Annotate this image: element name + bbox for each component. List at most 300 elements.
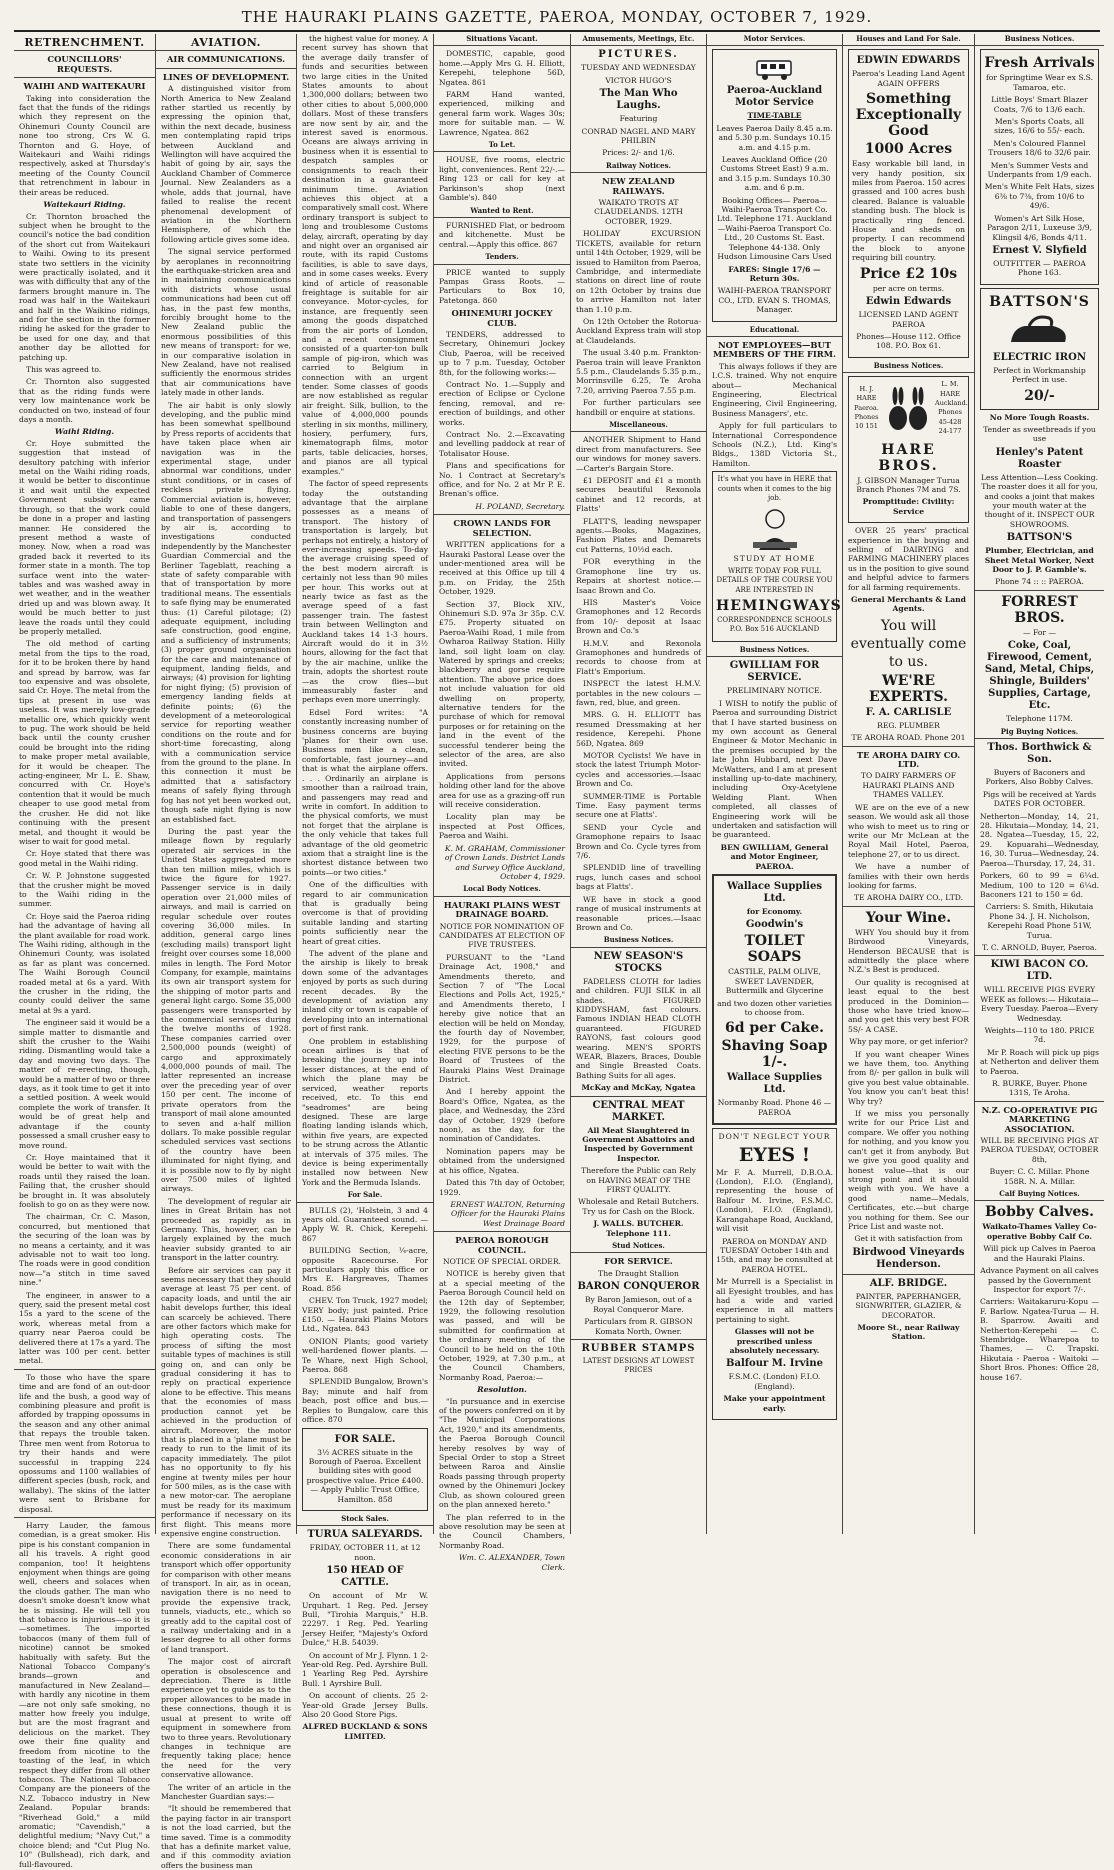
ad-text: Wholesale and Retail Butchers. Try us for Cash on the Block. <box>578 1197 699 1216</box>
paragraph: The plan referred to in the above resolution may be seen at the Council Chambers, Normanby Road. <box>439 1512 565 1550</box>
sale-date: FRIDAY, OCTOBER 11, at 12 noon. <box>309 1543 421 1562</box>
paragraph: The usual 3.40 p.m. Frankton-Paeroa train will leave Frankton 5.5 p.m., Claudelands 5.35 p.m., Morrinsville 6.25, Te Aroha 7.20, arriving Paeroa 7.55 p.m. <box>576 348 701 395</box>
paragraph: Contract No. 1.—Supply and erection of Eclipse or Cyclone fencing, removal, and re-erection of buildings, and other works. <box>439 380 565 427</box>
column-notices <box>434 34 571 1572</box>
ad-text: T. C. ARNOLD, Buyer, Paeroa. <box>982 942 1097 952</box>
notice-title: CROWN LANDS FOR SELECTION. <box>453 518 551 538</box>
classified-ad: FURNISHED Flat, or bedroom and kitchenette. Must be central.—Apply this office. 867 <box>439 220 565 249</box>
advertiser: Ernest V. Slyfield <box>992 244 1087 256</box>
classified-ad: WE have in stock a good range of musical instruments at reasonable prices.—Isaac Brown and Co. <box>576 894 701 932</box>
paragraph: The air habit is only slowly developing, and the public mind has been somewhat spellbound by Press reports of accidents that have taken place when air navigation was in the experimental stage, under abnormal war conditions, under stunt conditions, or in cases of reckless private flying. Commercial aviation is, however, liable to one of these dangers, and transportation of passengers by air is, according to investigations conducted independently by the Manchester Guardian Commercial and the Berliner Tageblatt, reaching a state of safety comparable with that of transportation by more traditional means. The essentials to safe flying may be enumerated thus: (1) Careful pilotage; (2) adequate equipment, including safe construction, good engine, and a sufficiency of instruments; (3) proper ground organisation for the care and maintenance of equipment, landing fields, and airways; (4) provision for lighting for night flying; (5) provision of emergency landing fields at definite points; (6) the development of a meteorological service for reporting weather conditions on the route and for short-time forecasting, along with a communication service from the ground to the plane. In this connection it must be admitted that a satisfactory means of safely flying through fog has not yet been worked out, though safe night flying is now an established fact. <box>161 400 291 824</box>
section-header: Motor Services. <box>707 34 842 46</box>
paragraph: NOTICE is hereby given that at a special meeting of the Paeroa Borough Council held on the 12th day of September, 1929, the following resolution was passed, and will be submitted for confirmation at the ordinary meeting of the Council to be held on the 10th October, 1929, at 7.30 p.m., at the Council Chambers, Normanby Road, Paeroa:— <box>439 1269 565 1382</box>
ad-text: Buyer: C. C. Millar. Phone 158R. N. A. Millar. <box>989 1167 1090 1186</box>
ad-text: WRITE TODAY FOR FULL DETAILS OF THE COURSE YOU ARE INTERESTED IN <box>716 566 833 594</box>
ad-text: Netherton—Monday, 14, 21, 28. Hikutaia—Monday, 14, 21, 28. Ngatea—Tuesday, 15, 22, 29. Kopuarahi—Wednesday, 16, 30. Turua—Wednesday, 24. Paeroa—Thursday, 17, 24, 31. <box>980 811 1099 868</box>
ad-brand: BATTSON'S <box>989 293 1090 310</box>
advertiser: KIWI BACON CO. LTD. <box>990 959 1089 983</box>
paragraph: And I hereby appoint the Board's Office, Ngatea, as the place, and Wednesday, the 23rd day of October, 1929 (before noon), as the day, for the nomination of Candidates. <box>439 1087 565 1144</box>
ad-text: REG. PLUMBER <box>877 720 940 730</box>
ad-text: Get it with satisfaction from <box>854 1234 963 1244</box>
sale-lot: On account of Mr J. Flynn. 1 2-Year-old Reg. Ped. Ayrshire Bull. 1 Yearling Reg Ped. Ayrshire Bull. 1 Ayrshire Bull. <box>302 1650 428 1688</box>
divider <box>14 50 155 51</box>
paragraph: Taking into consideration the fact that the funds of the ridings which they represent on the Ohinemuri County Council are none too strong, Crs W. G. Thornton and G. Hoye, of Waitekauri and Waihi ridings respectively, asked at Thursday's meeting of the County Council that retrenchment in labour in their areas be reduced. <box>19 93 150 197</box>
notice-title: TE AROHA DAIRY CO. LTD. <box>856 749 961 770</box>
signature: ERNEST WALTON, Returning Officer for the Hauraki Plains West Drainage Board <box>450 1199 565 1228</box>
classified-ad: CHEV. Ton Truck, 1927 model; VERY body; just painted. Price £150. — Hauraki Plains Motors Ltd., Ngatea. 843 <box>302 1296 428 1334</box>
ad-headline: Henley's Patent Roaster <box>995 446 1084 470</box>
classified-ad: SPLENDID Bungalow, Brown's Bay; minute and half from beach, post office and bus.—Replies to Bungalow, care this office. 870 <box>302 1377 428 1425</box>
pictures-title: PICTURES. <box>598 49 679 61</box>
section-header: Railway Notices. <box>571 161 706 173</box>
paragraph: FADELESS CLOTH for ladies and children. FUJI SILK in all shades. FIGURED KIDDYSHAM, fast colours. Famous INDIAN HEAD CLOTH guaranteed. FIGURED RAYONS, fast colours good wearing. MEN'S SPORTS WEAR, Blazers, Braces, Double and Single Breasted Coats. Bathing Suits for all ages. <box>576 976 701 1080</box>
ad-text: WILL BE RECEIVING PIGS AT PAEROA TUESDAY, OCTOBER 8th, <box>980 1136 1099 1164</box>
ad-text: Women's Art Silk Hose, Paragon 2/11, Luxeuse 3/9, Klingsil 4/6, Bonds 4/11. <box>986 213 1093 242</box>
ad-text: Weights—110 to 180. PRICE 7d. <box>984 1025 1095 1045</box>
ad-text: Mr P. Roach will pick up pigs at Netherton and deliver them to Paeroa. <box>980 1047 1099 1076</box>
ad-text: Waikato-Thames Valley Co-operative Bobby Calf Co. <box>982 1222 1097 1241</box>
ad-text: The Draught Stallion <box>598 1268 679 1278</box>
paragraph: Section 37, Block XIV., Ohinemuri S.D. 97a 3r 35p. C.V. £75. Property situated on Paeroa-Waihi Road, 1 mile from Owharoa Railway Station. Hilly land, soil light loam on clay. Watered by springs and creeks; blackberry and gorse require attention. The above price does not include valuation for old dwelling on property, alternative tenders for the purchase of which for removal purposes or for retaining on the land in the event of the successful tenderer being the selector of the area, are also invited. <box>439 599 565 769</box>
stallion-name: BARON CONQUEROR <box>577 1281 700 1293</box>
classified-ad: DOMESTIC, capable, good home.—Apply Mrs G. H. Elliott, Kerepehi, telephone 56D, Ngatea. 861 <box>439 49 565 87</box>
section-header: Stock Sales. <box>297 1514 433 1526</box>
paragraph: WE are on the eve of a new season. We would ask all those who wish to meet us to ring or write our Mr McLean at the Royal Mail Hotel, Paeroa, telephone 27, or to us direct. <box>848 802 969 859</box>
ad-brand: HEMINGWAYS <box>716 598 842 615</box>
subheading: Resolution. <box>477 1385 527 1395</box>
divider <box>975 590 1104 591</box>
ad-text: Less Attention—Less Cooking. The roaster does it all for you, and cooks a joint that makes your mouth water at the thought of it. INSPECT OUR SHOWROOMS. <box>980 472 1098 529</box>
paragraph: Harry Lauder, the famous comedian, is a great smoker. His pipe is his constant companion in all his travels. A right good companion, too! It heightens enjoyment when things are going well, cheers and solaces when the clouds gather. The man who doesn't smoke doesn't know what he is missing. He will tell you that tobacco is injurious—so it is—sometimes. The imported tobaccos (many of them full of nicotine) cannot be smoked habitually with safety. But the National Tobacco Company's brands—grown and manufactured in New Zealand—with hardly any nicotine in them—are not only safe smoking, no matter how freely you indulge, but are the most fragrant and delicious on the market. They owe their fine quality and freedom from nicotine to the toasting of the leaf, in which respect they differ from all other tobaccos. The National Tobacco Company are the pioneers of the N.Z. Tobacco industry in New Zealand. Popular brands: "Riverhead Gold," a mild aromatic; "Cavendish," a delightful medium; "Navy Cut," a choice blend; and "Cut Plug No. 10" (Bullshead), rich dark, and full-flavoured. <box>19 1520 150 1869</box>
divider <box>843 1274 974 1275</box>
ad-text: Little Boys' Smart Blazer Coats, 7/6 to 13/6 each. <box>991 95 1088 114</box>
ad-text: for Springtime Wear ex S.S. Tamaroa, etc. <box>985 73 1094 92</box>
notice-subtitle: PRELIMINARY NOTICE. <box>727 686 822 696</box>
subheading: Waihi Riding. <box>54 427 115 437</box>
article-subtitle: AIR COMMUNICATIONS. <box>166 54 286 65</box>
ad-text: Therefore the Public can Rely on HAVING MEAT OF THE FIRST QUALITY. <box>581 1166 696 1195</box>
ad-text: LATEST DESIGNS AT LOWEST PRICES <box>582 1356 695 1375</box>
divider <box>843 746 974 747</box>
ad-brand: HARE BROS. <box>878 441 939 474</box>
ad-price: 6d per Cake. <box>724 1020 825 1037</box>
paragraph: The writer of an article in the Manchester Guardian says:— <box>161 1782 291 1801</box>
ad-price: Price £2 10s <box>859 265 958 282</box>
ad-text: Carriers: S. Smith, Hikutaia Phone 34. J. H. Nicholson, Kerepehi Road Phone 51W, Turua. <box>985 902 1094 940</box>
ad-text: Normanby Road. Phone 46 — PAEROA <box>717 1098 832 1117</box>
notice-title: NEW ZEALAND RAILWAYS. <box>602 176 675 196</box>
paragraph: Applications from persons holding other land for the above area for use as a grazing-off run will receive consideration. <box>439 771 565 810</box>
ad-text: 3½ ACRES situate in the Borough of Paeroa. Excellent building sites with good prospective value. Price £400. — Apply Public Trust Office, Hamilton. 858 <box>306 1447 424 1504</box>
notice-subtitle: NOTICE FOR NOMINATION OF CANDIDATES AT ELECTION OF FIVE TRUSTEES. <box>439 921 565 950</box>
ad-text: — For — <box>1022 627 1057 637</box>
section-header: Tenders. <box>434 252 570 264</box>
for-sale-ad <box>302 1428 428 1511</box>
fares: FARES: Single 17/6 — Return 30s. <box>728 264 821 283</box>
eyesight-ad <box>712 1128 837 1420</box>
paragraph: the highest value for money. A recent survey has shown that the average daily transfer of funds and securities between two large cities in the United States amounts to about 1,300,000 dollars; between two other cities to about 5,000,000 dollars. Most of these transfers are now sent by air, and the interest saved is enormous. Oceans are always arriving in business when it is essential to despatch samples or consignments to reach their destination in a guaranteed minimum time. Aviation achieves this object at a comparatively small cost. Where ordinary transport is subject to long and troublesome Customs delay, aircraft, operating by day and night over an organised air route, with its rapid Customs facilities, is able to save days, and in some cases weeks. Every kind of article of reasonable freightage is suitable for air conveyance. Motor-cycles, for instance, are frequently seen among the goods dispatched from the air ports of London, and a recent consignment consisted of a quarter-ton bulk sample of pig-iron, which was carried to Belgium in connection with an urgent tender. Some classes of goods are now established as regular air freight. Silk, bullion, to the value of 4,000,000 pounds sterling in six months, millinery, hosiery, perfumery, furs, kinematograph films, motor parts, table delicacies, horses, and pianos are all typical examples." <box>302 34 428 476</box>
section-header: Business Notices. <box>571 935 706 947</box>
advertiser: FORREST BROS. <box>1001 593 1078 626</box>
notice-subtitle: WAIKATO TROTS AT CLAUDELANDS. 12TH OCTOBER, 1929. <box>594 198 683 226</box>
ad-text: TE AROHA DAIRY CO., LTD. <box>853 893 963 903</box>
advertiser: BEN GWILLIAM, General and Motor Engineer, PAEROA. <box>720 842 829 871</box>
ad-text: Moore St., near Railway Station. <box>857 1322 960 1342</box>
saleyards-title: TURUA SALEYARDS. <box>307 1529 423 1541</box>
ad-text: Pigs will be received at Yards DATES FOR OCTOBER. <box>982 789 1097 809</box>
classified-ad: FLATT'S, leading newspaper agents.—Books, Magazines, Fashion Plates and Demarets cut Patterns, 10½d each. <box>576 516 701 554</box>
paragraph: There are some fundamental economic considerations in air transport which offer opportunity for comparison with other means of transport. In air, as in ocean, navigation there is no need to provide the expensive track, tunnels, viaducts, etc., which so greatly add to the capital cost of a railway undertaking and in a lesser degree to all other forms of land transport. <box>161 1541 291 1654</box>
ad-text: Particulars from R. GIBSON Komata North, Owner. <box>584 1317 693 1336</box>
signature: H. POLAND, Secretary. <box>475 501 565 511</box>
classified-ad: SPLENDID line of travelling rugs, lunch cases and school bags at Flatts'. <box>576 863 701 892</box>
ad-text: Men's Coloured Flannel Trousers 18/6 to 32/6 pair. <box>988 138 1091 158</box>
section-header: For Sale. <box>297 1190 433 1202</box>
divider <box>843 906 974 907</box>
bus-icon <box>754 55 796 83</box>
ad-text: for Economy. <box>746 907 803 916</box>
ad-text: DON'T NEGLECT YOUR <box>718 1132 831 1142</box>
ad-text: Paeroa's Leading Land Agent AGAIN OFFERS <box>852 69 965 88</box>
section-header: Local Body Notices. <box>434 884 570 896</box>
paragraph: Nomination papers may be obtained from the undersigned at his office, Ngatea. <box>439 1146 565 1175</box>
advertiser: J. WALLS. BUTCHER. Telephone 111. <box>593 1219 684 1238</box>
paragraph: Contract No. 2.—Excavating and levelling paddock at rear of Totalisator House. <box>439 430 565 458</box>
divider <box>14 1369 155 1370</box>
film-title: The Man Who Laughs. <box>599 88 678 112</box>
ad-text: By Baron Jamieson, out of a Royal Conqueror Mare. <box>584 1295 693 1314</box>
section-header: To Let. <box>434 140 570 152</box>
article-title: AVIATION. <box>191 36 261 49</box>
advertiser: F. A. CARLISLE <box>865 706 952 718</box>
ad-text: STUDY AT HOME <box>733 554 816 564</box>
section-header: Pig Buying Notices. <box>975 727 1104 739</box>
paragraph: Locality plan may be inspected at Post Offices, Paeroa and Waihi. <box>439 812 565 841</box>
motor-service-ad <box>712 49 837 321</box>
ad-text: Perfect in Workmanship Perfect in use. <box>993 365 1086 385</box>
ad-text: WILL RECEIVE PIGS EVERY WEEK as follows:— Hikutaia—Every Tuesday. Paeroa—Every Wednesday. <box>980 985 1099 1023</box>
ad-text: Men's Sports Coats, all sizes, 16/6 to 55/- each. <box>994 117 1085 136</box>
ad-text: Porkers, 60 to 99 = 6¼d. Medium, 100 to 120 = 6¼d. Baconers 121 to 150 = 6d. <box>980 871 1099 899</box>
paragraph: Our quality is recognised at least equal to the best produced in the Dominion—those who have tried know—and you get this very best FOR 5S/- A CASE. <box>848 977 969 1034</box>
column-aviation <box>156 34 297 1870</box>
classified-ad: HOUSE, five rooms, electric light, conveniences. Rent 22/-.—Ring 123 or call for key at Parkinson's shop (next Gamble's). 840 <box>439 155 565 203</box>
classified-ad: FOR everything in the Gramophone line try us. Repairs at shortest notice.—Isaac Brown and Co. <box>576 557 701 595</box>
paragraph: WRITTEN applications for a Hauraki Pastoral Lease over the under-mentioned area will be received at this Office up till 4 p.m. on Friday, the 25th October, 1929. <box>439 540 565 597</box>
ad-price: 20/- <box>1024 387 1055 404</box>
ad-heading: FOR SALE. <box>334 1433 396 1445</box>
hare-icon <box>881 386 935 434</box>
ad-text: Men's Summer Vests and Underpants from 1/9 each. <box>987 160 1092 180</box>
article-subtitle: LINES OF DEVELOPMENT. <box>162 71 290 82</box>
ad-text: General Merchants & Land Agents. <box>851 595 966 614</box>
paragraph: This was agreed to. <box>26 365 102 374</box>
ad-brand: Balfour M. Irvine <box>726 1358 823 1370</box>
subheading: Waitekauri Riding. <box>43 200 126 210</box>
ad-text: F.S.M.C. (London) F.I.O. (England). <box>728 1372 821 1391</box>
advertiser: Birdwood Vineyards Henderson. <box>852 1246 965 1270</box>
ad-heading: Paeroa-Auckland Motor Service <box>726 85 823 109</box>
column-business <box>975 34 1104 1534</box>
ad-text: WAIHI-PAEROA TRANSPORT CO., LTD. EVAN S. THOMAS, Manager. <box>717 286 832 315</box>
notice-title: HAURAKI PLAINS WEST DRAINAGE BOARD. <box>443 899 561 920</box>
ad-text: All Meat Slaughtered in Government Abattoirs and Inspected by Government Inspector. <box>582 1125 695 1163</box>
agent-name: Edwin Edwards <box>865 296 952 308</box>
ad-headline: Fresh Arrivals <box>984 55 1095 72</box>
classified-ad: MRS. G. H. ELLIOTT has resumed Dressmaking at her residence, Kerepehi. Phone 56D, Ngatea. 869 <box>576 710 701 748</box>
divider <box>975 1101 1104 1102</box>
classified-ad: HIS Master's Voice Gramophones and 12 Records from 10/- deposit at Isaac Brown and Co.'s <box>576 597 701 636</box>
notice-subtitle: NOTICE OF SPECIAL ORDER. <box>443 1256 561 1266</box>
ad-text: Easy workable bill land, in very handy position, six miles from Paeroa. 150 acres grassed and 100 acres bush cleared. Balance is valuable standing bush. The block is practically ring fenced. House and sheds on property. I can recommend the block to anyone requiring bill country. <box>852 159 965 263</box>
paragraph: For further particulars see handbill or enquire at stations. <box>576 398 701 417</box>
stocks-title: NEW SEASON'S STOCKS <box>593 950 684 974</box>
ad-text: Plumber, Electrician, and Sheet Metal Worker, Next Door to J. P. Gamble's. <box>984 546 1095 574</box>
paragraph: The advent of the plane and the airship is likely to break down some of the advantages enjoyed by ports as such during recent decades. By the development of aviation any inland city or town is capable of developing into an international port of first rank. <box>302 949 428 1034</box>
electric-iron-icon <box>1005 312 1075 350</box>
film-author: VICTOR HUGO'S <box>605 75 672 85</box>
ad-text: and two dozen other varieties to choose from. <box>717 998 832 1018</box>
paragraph: The major cost of aircraft operation is obsolescence and depreciation. There is little experience yet to guide as to the proper allowances to be made in these connections, though it is usual at present to write off equipment in somewhere from two to three years. Revolutionary changes in technique are frequently taking place; hence the need for the very conservative allowance. <box>161 1657 291 1780</box>
rubber-stamps-title: RUBBER STAMPS <box>581 1342 696 1354</box>
ad-text: No More Tough Roasts. <box>989 412 1090 422</box>
paragraph: The engineer, in answer to a query, said the present metal cost 15s a yard to the scene of the work, whereas metal from a quarry near Paeroa could be delivered there at 17s a yard. The latter was 100 per cent. better metal. <box>19 1290 150 1366</box>
paragraph: Cr. Hoye stated that there was good metal in the Waihi riding. <box>19 849 150 868</box>
ad-brand: Wallace Supplies Ltd. <box>727 1072 822 1096</box>
section-header: Amusements, Meetings, Etc. <box>571 34 706 46</box>
advertiser: BATTSON'S <box>1006 532 1073 544</box>
paragraph: Cr. Hoye submitted the suggestion that instead of desultory patching with inferior metal on the Waihi riding roads, it would be better to discontinue it and wait until the expected Government subsidy came through, so that the work could be done in a proper and lasting manner. He considered the present method a waste of money. Now, when a road was graded back it reverted to its former state in a month. The top surface went into the water-tables and was washed away in wet weather, and in the weather dried up and was blown away. It would be much better to just leave the roads until they could be properly metalled. <box>19 438 150 636</box>
auctioneer: ALFRED BUCKLAND & SONS LIMITED. <box>302 1722 428 1741</box>
paragraph: Edsel Ford writes: "A constantly increasing number of business concerns are buying 'planes for their own use. Business men like a clean, comfortable, fast journey—and that is what the airplane offers. . . . Ordinarily an airplane is smoother than a railroad train, and passengers may read and write in comfort. In addition to the physical comforts, we must not forget that the airplane is the only vehicle that takes full advantage of the old geometric axiom that a straight line is the shortest distance between two points—or two cities." <box>302 707 428 877</box>
outfitter-ad <box>980 49 1099 284</box>
paragraph: Cr. W. P. Johnstone suggested that the crusher might be moved to the Waihi riding in the summer. <box>19 871 150 909</box>
ad-text: H. J. HARE Paeroa. Phones 10 151 <box>854 384 879 431</box>
column-amusements <box>571 34 707 1534</box>
classified-ad: ONION Plants; good variety well-hardened flower plants. —Te Whare, next High School, Paeroa. 868 <box>302 1336 428 1375</box>
ad-text: Phone 74 :: :: PAEROA. <box>995 577 1084 587</box>
paragraph: This always follows if they are I.C.S. trained. Why not enquire about— Mechanical Engineering, Electrical Engineering, Civil Engineering, Business Managers', etc. <box>712 361 837 418</box>
section-header: Stud Notices. <box>571 1241 706 1253</box>
ad-text: Goodwin's <box>745 919 804 931</box>
paragraph: The old method of carting metal from the tips to the road, for it to be broken there by hand and spread by barrow, was far too expensive and was obsolete, said Cr. Hoye. The metal from the tips at present in use was useless. It was merely low-grade metallic ore, which quickly went to pug. The work should be held back until the county crusher could be brought into the riding to make proper metal available, for it would be cheaper. The acting-engineer, Mr L. E. Shaw, concurred with Cr. Hoye's contention that it would be much cheaper to use good metal from the crusher. He did not like continuing with the present metal, and thought it would be wiser to wait for good metal. <box>19 639 150 846</box>
divider <box>434 514 570 515</box>
ad-text: per acre on terms. <box>872 283 945 293</box>
ad-text: CASTILE, PALM OLIVE, SWEET LAVENDER, Buttermilk and Glycerine <box>725 967 824 996</box>
ad-headline: ELECTRIC IRON <box>993 351 1086 363</box>
paragraph: Before air services can pay it seems necessary that they should average at least 75 per cent. of capacity loads, and until the air habit develops further, this ideal can scarcely be achieved. There are other factors which make for high operating costs. The process of sifting the most suitable types of machines is still going on, and can only be gradual considering it has to reply on practical experience alone to be effective. This means that the economies of mass production cannot yet be achieved in the production of aircraft. Moreover, the motor that is placed in a 'plane must be ready to run to the limit of its capacity immediately. The pilot has no opportunity to fly his engine at twenty miles per hour for 500 miles, as is the case with a new motor-car. The aeroplane must be ready for its maximum performance if necessary on its first flight. This means more expensive engine construction. <box>161 1265 291 1538</box>
ad-text: Men's White Felt Hats, sizes 6⅜ to 7⅜, from 10/6 to 49/6. <box>984 182 1095 211</box>
timetable-label: TIME-TABLE <box>747 111 802 121</box>
ad-text: Advance Payment on all calves passed by the Government Inspector for export 7/-. <box>980 1266 1099 1294</box>
notice-title: NOT EMPLOYEES—BUT MEMBERS OF THE FIRM. <box>713 339 836 360</box>
ad-headline: TOILET SOAPS <box>744 933 805 966</box>
ad-text: TE AROHA ROAD. Phone 201 <box>851 733 966 743</box>
ad-text: Leaves Paeroa Daily 8.45 a.m. and 5.30 p.m. Sundays 10.15 a.m. and 4.15 p.m. <box>716 123 833 152</box>
divider <box>14 77 155 78</box>
paragraph: WHY You should buy it from Birdwood Vineyards, Henderson BECAUSE that is admittedly the place where N.Z.'s Best is produced. <box>848 927 969 975</box>
signature: K. M. GRAHAM, Commissioner of Crown Lands. District Lands and Survey Office Auckland, October 4, 1929. <box>444 843 565 881</box>
paragraph: I WISH to notify the public of Paeroa and surrounding District that I have started business on my own account as General Engineer & Motor Mechanic in the premises occupied by the late John Hubbard, next Dave McWatters, and I am at present installing up-to-date machinery, including Oxy-Acetylene Welding Plant. When completed, all classes of Engineering work will be undertaken and satisfaction will be guaranteed. <box>712 698 837 840</box>
section-header: Wanted to Rent. <box>434 206 570 218</box>
ad-text: R. BURKE, Buyer. Phone 131S, Te Aroha. <box>991 1079 1088 1098</box>
paragraph: "In pursuance and in exercise of the powers conferred on it by "The Municipal Corporations Act, 1920," and its amendments, the Paeroa Borough Council hereby resolves by way of Special Order to stop a Street between Raroa and Ainslie Roads passing through property owned by the Ohinemuri Jockey Club, as shown coloured green on the plan annexed hereto." <box>439 1396 565 1510</box>
notice-title: PAEROA BOROUGH COUNCIL. <box>455 1235 549 1255</box>
notice-title: FOR SERVICE. <box>604 1256 673 1267</box>
paragraph: The engineer said it would be a simple matter to dismantle and shift the crusher to the Waihi riding. Dismantling would take a day and moving two days. The matter of re-erecting, though, would be a matter of two or three days, as it took time to get it into a settled position. A week would complete the work of transfer. It would be of great help and advantage if the county possessed a small crusher easy to move round. <box>19 1018 150 1150</box>
classified-ad: FARM Hand wanted, experienced, milking and general farm work. Wages 30s; more for suitable man. — W. Lawrence, Ngatea. 862 <box>439 90 565 137</box>
advertiser: McKay and McKay, Ngatea <box>581 1083 696 1093</box>
paragraph: One of the difficulties with regard to air communication that is gradually being overcome is that of providing suitable landing and starting points sufficiently near the heart of great cities. <box>302 880 428 946</box>
ad-brand: Wallace Supplies Ltd. <box>727 881 822 904</box>
column-aviation-cont <box>297 34 434 1741</box>
divider <box>14 1517 155 1518</box>
ad-text: Leaves Auckland Office (20 Customs Street East) 9 a.m. and 3.15 p.m. Sundays 10.30 a.m. and 6 p.m. <box>718 155 831 193</box>
showing-days: TUESDAY AND WEDNESDAY <box>581 63 696 73</box>
ad-headline: Coke, Coal, Firewood, Cement, Sand, Metal, Chips, Shingle, Builders' Supplies, Cartage, Etc. <box>984 640 1095 712</box>
paragraph: Cr. Thornton also suggested that as the riding funds were very low maintenance work be conducted on two, instead of four days a month. <box>19 377 150 425</box>
classified-ad: £1 DEPOSIT and £1 a month secures beautiful Rexonola cabinet and 12 records, at Flatts' <box>576 476 701 514</box>
ad-text: PAINTER, PAPERHANGER, SIGNWRITER, GLAZIER, & DECORATOR. <box>855 1291 962 1320</box>
film-prices: Prices: 2/- and 1/6. <box>602 148 675 158</box>
paragraph: Plans and specifications for No. 1 Contract at Secretary's office, and for No. 2 at Mr P. E. Brenan's office. <box>439 461 565 499</box>
classified-ad: MOTOR Cyclists! We have in stock the latest Triumph Motor-cycles and accessories.—Isaac Brown and Co. <box>576 751 701 789</box>
ad-text: TO DAIRY FARMERS OF HAURAKI PLAINS AND THAMES VALLEY. <box>860 771 957 800</box>
section-header: Houses and Land For Sale. <box>843 34 974 46</box>
advertiser: ALF. BRIDGE. <box>869 1277 948 1289</box>
divider <box>571 1096 706 1097</box>
column-motor <box>707 34 843 1534</box>
ad-text: Mr Murrell is a Specialist in all Eyesight troubles, and has had a wide and varied experience in all matters pertaining to sight. <box>716 1277 833 1324</box>
ad-headline: Your Wine. <box>865 909 952 926</box>
divider <box>156 50 296 51</box>
ad-text: Why pay more, or get inferior? <box>849 1037 968 1047</box>
ad-text: Mr F. A. Murrell, D.B.O.A. (London), F.I.O. (England), representing the house of Balfour M. Irvine, F.S.M.C. (London), F.I.O. (England), Karangahape Road, Auckland, will visit <box>716 1167 833 1234</box>
divider <box>434 1231 570 1232</box>
ad-headline: WE'RE EXPERTS. <box>868 672 949 705</box>
ad-text: L. M. HARE Auckland. Phones 45-428 24-177 <box>935 380 968 436</box>
article-subtitle: COUNCILLORS' REQUESTS. <box>47 54 122 74</box>
paragraph: OVER 25 years' practical experience in the buying and selling of DAIRYING and FARMING MACHINERY places us in the position to give sound and helpful advice to farmers for all farming requirements. <box>848 526 969 592</box>
column-retrenchment <box>14 34 156 1869</box>
paragraph: PURSUANT to the "Land Drainage Act, 1908," and Amendments thereto, and Section 7 of "The Local Elections and Polls Act, 1925," and Amendments thereto, I hereby give notice that an election will be held on Monday, the fourth day of November, 1929, for the purpose of electing FIVE persons to be the Board of Trustees of the Hauraki Plains West Drainage District. <box>439 952 565 1085</box>
ad-price: Shaving Soap 1/-. <box>721 1038 828 1071</box>
section-header: Calf Buying Notices. <box>975 1189 1104 1201</box>
classified-ad: H.M.V. and Rexonola Gramophones and hundreds of records to choose from at Flatt's Emporium. <box>576 638 701 676</box>
ad-text: Tender as sweetbreads if you use <box>983 424 1096 444</box>
ad-headline: EYES ! <box>738 1143 811 1166</box>
paragraph: The chairman, Cr. C. Mason, concurred, but mentioned that the securing of the loan was by no means a certainty, and it was advisable not to wait too long. The roads were in good condition now—"a stitch in time saved nine." <box>19 1212 150 1288</box>
columns <box>14 34 1104 1870</box>
signature: Wm. C. ALEXANDER, Town Clerk. <box>458 1553 565 1572</box>
ad-headline: 1000 Acres <box>864 141 953 158</box>
paragraph: The factor of speed represents today the outstanding advantage that the airplane possesses as a means of transport. The history of transportation is largely, but perhaps not entirely, a history of ever-increasing speeds. To-day the average cruising speed of the best modern aircraft is certainly not less than 90 miles per hour. This works out at nearly twice as fast as the average speed of a fast passenger train. The fastest train between Wellington and Auckland takes 14 1-3 hours. Aircraft would do it in 3½ hours, allowing for the fact that by the air machine, unlike the train, adopts the shortest route—as the crow flies—but immeasurably faster and perhaps even more unerringly. <box>302 479 428 705</box>
student-illustration-icon <box>745 506 805 552</box>
sale-lot: On account of clients. 25 2-Year-old Grade Jersey Bulls. Also 20 Good Store Pigs. <box>302 1691 428 1720</box>
correspondence-school-ad <box>712 471 842 642</box>
notice-title: OHINEMURI JOCKEY CLUB. <box>451 308 553 328</box>
ad-text: Buyers of Baconers and Porkers, Also Bobby Calves. <box>985 768 1094 787</box>
paragraph: If we miss you personally write for our Price List and compare. We offer you nothing for nothing, and you know you can't get it from anybody. But we give you good quality and honest value—that is our strong point and it should weigh with you. We have a good name—Medals, Certificates, etc.—but charge you nothing for them. See our Price List and waste not. <box>848 1109 969 1231</box>
ad-text: Booking Offices— Paeroa—Waihi-Paeroa Transport Co. Ltd. Telephone 171. Auckland—Waihi-Paeroa Transport Co. Ltd., 20 Customs St. East. Telephone 44-138. Only Hudson Limousine Cars Used <box>716 195 833 262</box>
paragraph: Cr. Thornton broached the subject when he brought to the council's notice the bad condition of the short cut from Waitekauri to Waihi. Owing to its present state two settlers in the vicinity were practically isolated, and it was with difficulty that any of the farmers brought manure in. The road was half in the Waitekauri and half in the Waikino ridings, and for the section in the former riding he asked for the grader to be used for one day, and that another day be allotted for patching up. <box>19 211 150 362</box>
ad-headline: You will eventually come to us. <box>850 617 967 670</box>
divider <box>571 1339 706 1340</box>
ad-text: Will pick up Calves in Paeroa and the Hauraki Plains. <box>983 1244 1096 1263</box>
paragraph: Dated this 7th day of October, 1929. <box>439 1178 565 1197</box>
hare-bros-header <box>852 380 968 439</box>
paragraph: HOLIDAY EXCURSION TICKETS, available for return until 14th October, 1929, will be issued to Hamilton from Paeroa, Cambridge, and intermediate stations on direct line of route on 12th October by trains due to arrive Hamilton not later than 1.10 p.m. <box>576 229 701 314</box>
paragraph: "It should be remembered that the paying factor in air transport is not the load carried, but the time saved. Time is a commodity that has a definite market value, and if this commodity aviation offers the business man <box>161 1804 291 1870</box>
paragraph: TENDERS, addressed to Secretary, Ohinemuri Jockey Club, Paeroa, will be received up to 7 p.m. Tuesday, October 8th, for the following works:— <box>439 329 565 377</box>
paragraph: Apply for full particulars to International Correspondence Schools (N.Z.), Ltd. King's Bldgs., 138D Victoria St., Hamilton. <box>712 421 837 468</box>
section-header: Situations Vacant. <box>434 34 570 46</box>
wallace-supplies-ad <box>712 874 837 1125</box>
gwilliam-title: GWILLIAM FOR SERVICE. <box>729 660 820 684</box>
meat-market-title: CENTRAL MEAT MARKET. <box>592 1099 685 1123</box>
section-header: Business Notices. <box>975 34 1104 46</box>
article-title: RETRENCHMENT. <box>24 36 145 49</box>
ad-headline: Bobby Calves. <box>984 1204 1095 1221</box>
agent-name: EDWIN EDWARDS <box>856 55 961 67</box>
land-agent-ad <box>848 49 969 357</box>
hare-bros-ad <box>848 376 969 523</box>
paragraph: Cr. Hoye maintained that it would be better to wait with the roads until they raised the loan. Failing that, the crusher should be brought in. It was absolutely foolish to go on as they were now. <box>19 1152 150 1209</box>
ad-text: It's what you have in HERE that counts when it comes to the big job. <box>717 475 832 503</box>
paragraph: If you want cheaper Wines we have them, too. Anything from 8/- per gallon in bulk will give you best value obtainable. You know you can't beat this! Why try? <box>848 1049 969 1106</box>
ad-text: J. GIBSON Manager Turua Branch Phones 7M and 7S. <box>856 475 961 494</box>
paragraph: During the past year the mileage flown by regularly operated air services in the United States aggregated more than ten million miles, which is twice the figure for 1927. Passenger service is in daily operation over 21,000 miles of airways, and mail is carried on regular schedule over routes covering 36,000 miles. In addition, general cargo lines (excluding mails) transport light freight over courses some 18,000 miles in length. The Ford Motor Company, for example, maintains its own air transport system for the shipping of motor parts and general light cargo. Some 35,000 passengers were transported by the commercial services during the twelve months of 1928. These companies carried over 2,500,000 pounds (weight) of cargo and approximately 4,000,000 pounds of mail. The latter represented an increase over the preceding year of over 150 per cent. The income of private operators from the transport of mail alone amounted to seven and a-half million dollars. To make possible regular scheduled services vast sections of the country have been illuminated for night flying, and it is possible now to fly by night over 7500 miles of lighted airways. <box>161 826 291 1194</box>
featuring-label: Featuring <box>619 114 658 124</box>
section-header: Educational. <box>707 325 842 337</box>
paragraph: On 12th October the Rotorua-Auckland Express train will stop at Claudelands. <box>576 316 701 345</box>
paragraph: The signal service performed by aeroplanes in reconnoitring the earthquake-stricken area and in maintaining communications with districts whose usual communications had been cut off has, in the past few months, forcibly brought home to the New Zealand public the enormous possibilities of this new means of transport: for we, in our comparative isolation in New Zealand, have not realised sufficiently the enormous strides that air communications have lately made in other lands. <box>161 247 291 398</box>
classified-ad: ANOTHER Shipment to Hand direct from manufacturers. See our windows for money savers. —Carter's Bargain Store. <box>576 435 701 473</box>
cattle-heading: 150 HEAD OF CATTLE. <box>326 1565 404 1589</box>
ad-text: Phones—House 112. Office 108. P.O. Box 61. <box>856 331 961 351</box>
ad-text: PAEROA on MONDAY AND TUESDAY October 14th and 15th, and may be consulted at PAEROA HOTEL. <box>716 1236 833 1274</box>
ad-text: Promptitude: Civility: Service <box>862 497 955 516</box>
column-land <box>843 34 975 1534</box>
masthead: THE HAURAKI PLAINS GAZETTE, PAEROA, MONDAY, OCTOBER 7, 1929. <box>14 6 1100 32</box>
notice-title: N.Z. CO-OPERATIVE PIG MARKETING ASSOCIATION. <box>981 1104 1098 1134</box>
classified-ad: SEND your Cycle and Gramophone repairs to Isaac Brown and Co. Cycle tyres from 7/6. <box>576 822 701 861</box>
article-subtitle: WAIHI AND WAITEKAURI <box>23 81 146 92</box>
section-header: Miscellaneous. <box>571 420 706 432</box>
ad-text: LICENSED LAND AGENT PAEROA <box>858 310 959 329</box>
battsons-ad <box>980 288 1099 410</box>
divider <box>156 68 296 69</box>
classified-ad: INSPECT the latest H.M.V. portables in the new colours —fawn, red, blue, and green. <box>576 679 701 707</box>
divider <box>975 955 1104 956</box>
ad-text: Carriers: Waitakaruru-Kopu — F. Barlow. Ngatea-Turua — H. B. Sparrow. Awaiti and Netherton-Kerepehi — C. Stembridge. Wharepoa to Thames, — C. Trapski. Hikutaia - Paeroa - Waitoki — Short Bros. Phones: Office 28, house 167. <box>980 1297 1099 1382</box>
ad-headline: Something Exceptionally Good <box>855 91 962 140</box>
classified-ad: SUMMER-TIME is Portable Time. Easy payment terms secure one at Flatts'. <box>576 791 701 820</box>
ad-text: Telephone 117M. <box>1006 714 1073 724</box>
ad-text: CORRESPONDENCE SCHOOLS P.O. Box 516 AUCKLAND <box>717 616 832 634</box>
paragraph: Cr. Hoye said the Paeroa riding had the advantage of having all the plant available for road work. The Waihi riding, although in the Ohinemuri County, was isolated as far as plant was concerned. The Waihi Borough Council roaded metal at 6s a yard. With the crusher in the riding, the county could deliver the same metal at 9s a yard. <box>19 911 150 1015</box>
classified-ad: PRICE wanted to supply Pampas Grass Roots. — Particulars to Box 10, Patetonga. 860 <box>439 267 565 305</box>
sale-lot: On account of Mr W. Urquhart. 1 Reg. Ped. Jersey Bull, "Tirohia Marquis," H.B. 22297. 1 Reg. Ped. Yearling Jersey Heifer, "Majesty's Oxford Dulce," H.B. 54039. <box>302 1591 428 1648</box>
paragraph: One problem in establishing ocean airlines is that of breaking the journey up into lesser distances, at the end of which the plane may be serviced, weather reports received, etc. To this end "seadromes" are being designed. These are large floating landing islands which, within five years, are expected to be strung across the Atlantic at intervals of 375 miles. The device is being experimentally installed now between New York and the Bermuda Islands. <box>302 1036 428 1187</box>
advertiser: Thos. Borthwick & Son. <box>987 742 1092 766</box>
classified-ad: BUILDING Section, ¼-acre, opposite Racecourse. For particulars apply this office or Mrs E. Hargreaves, Thames Road. 856 <box>302 1246 428 1293</box>
paragraph: To those who have the spare time and are fond of an out-door life and the bush, a good way of combining pleasure and profit is afforded by trapping opossums in the season and any other animal that repays the trouble taken. Three men went from Rotorua to try their hands and were successful in trapping 224 opossums and 1100 wallabies of different species (bush, rock, and wallaby). The skins of the latter were sent to Brisbane for disposal. <box>19 1372 150 1514</box>
film-stars: CONRAD NAGEL AND MARY PHILBIN <box>581 126 696 146</box>
section-header: Business Notices. <box>843 361 974 373</box>
paragraph: A distinguished visitor from North America to New Zealand rather startled us recently by expressing the opinion that, within the next decade, business men contemplating rapid trips between Auckland and Wellington will have acquired the habit of going by air, says the Auckland Chamber of Commerce Journal. New Zealanders as a whole, adds that journal, have failed to realise the recent phenomenal development of aviation in the Northern Hemisphere, of which the following article gives some idea. <box>161 84 291 244</box>
paragraph: The development of regular air lines in Great Britain has not proceeded as rapidly as in Germany. This, however, can be largely explained by the much heavier subsidy granted to air transport in the latter country. <box>161 1196 291 1263</box>
